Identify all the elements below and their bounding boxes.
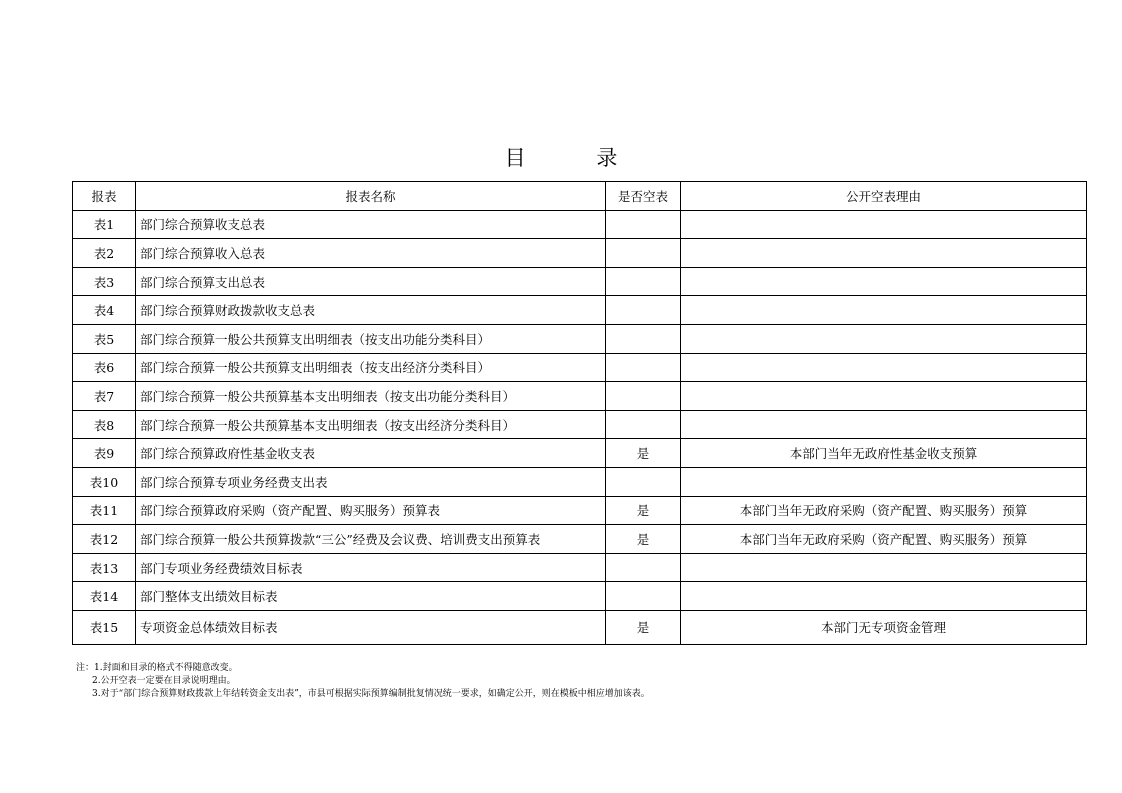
- report-number: 表15: [73, 610, 136, 644]
- is-empty-flag: [606, 467, 681, 496]
- is-empty-flag: [606, 382, 681, 411]
- empty-reason: [681, 467, 1087, 496]
- report-name: 部门综合预算一般公共预算拨款“三公”经费及会议费、培训费支出预算表: [136, 525, 606, 554]
- table-row: [73, 382, 1087, 411]
- report-name: 部门综合预算一般公共预算基本支出明细表（按支出功能分类科目）: [136, 382, 606, 411]
- table-row: [73, 496, 1087, 525]
- empty-reason: [681, 210, 1087, 239]
- empty-reason: [681, 553, 1087, 582]
- report-name: 部门综合预算政府性基金收支表: [136, 439, 606, 468]
- report-name: 部门综合预算支出总表: [136, 267, 606, 296]
- report-number: 表6: [73, 353, 136, 382]
- report-name: 部门专项业务经费绩效目标表: [136, 553, 606, 582]
- table-row: [73, 467, 1087, 496]
- report-number: 表9: [73, 439, 136, 468]
- report-number: 表4: [73, 296, 136, 325]
- report-number: 表2: [73, 239, 136, 268]
- table-row: [73, 267, 1087, 296]
- report-number: 表14: [73, 582, 136, 611]
- is-empty-flag: [606, 410, 681, 439]
- directory-table: [72, 181, 1087, 645]
- report-name: 专项资金总体绩效目标表: [136, 610, 606, 644]
- table-row: [73, 353, 1087, 382]
- table-body: [73, 210, 1087, 644]
- report-number: 表5: [73, 324, 136, 353]
- empty-reason: [681, 267, 1087, 296]
- is-empty-flag: 是: [606, 496, 681, 525]
- page-title: 目 录: [504, 146, 650, 170]
- header-report: 报表: [73, 182, 136, 211]
- table-row: [73, 582, 1087, 611]
- is-empty-flag: [606, 239, 681, 268]
- empty-reason: [681, 239, 1087, 268]
- report-name: 部门综合预算财政拨款收支总表: [136, 296, 606, 325]
- is-empty-flag: [606, 324, 681, 353]
- report-name: 部门整体支出绩效目标表: [136, 582, 606, 611]
- is-empty-flag: 是: [606, 525, 681, 554]
- empty-reason: [681, 582, 1087, 611]
- is-empty-flag: [606, 582, 681, 611]
- empty-reason: [681, 353, 1087, 382]
- report-name: 部门综合预算一般公共预算支出明细表（按支出功能分类科目）: [136, 324, 606, 353]
- empty-reason: 本部门当年无政府采购（资产配置、购买服务）预算: [681, 496, 1087, 525]
- report-name: 部门综合预算政府采购（资产配置、购买服务）预算表: [136, 496, 606, 525]
- table-header-row: [73, 182, 1087, 211]
- table-row: [73, 324, 1087, 353]
- header-reason: 公开空表理由: [681, 182, 1087, 211]
- report-name: 部门综合预算收入总表: [136, 239, 606, 268]
- footnote-3: 3.对于“部门综合预算财政拨款上年结转资金支出表”，市县可根据实际预算编制批复情况统一要求，如确定公开，则在模板中相应增加该表。: [92, 689, 650, 699]
- is-empty-flag: 是: [606, 610, 681, 644]
- is-empty-flag: [606, 296, 681, 325]
- header-report-name: 报表名称: [136, 182, 606, 211]
- report-number: 表10: [73, 467, 136, 496]
- report-name: 部门综合预算一般公共预算基本支出明细表（按支出经济分类科目）: [136, 410, 606, 439]
- is-empty-flag: [606, 210, 681, 239]
- footnotes: [76, 662, 650, 701]
- is-empty-flag: [606, 267, 681, 296]
- report-number: 表3: [73, 267, 136, 296]
- empty-reason: [681, 324, 1087, 353]
- empty-reason: 本部门当年无政府采购（资产配置、购买服务）预算: [681, 525, 1087, 554]
- is-empty-flag: [606, 353, 681, 382]
- empty-reason: [681, 410, 1087, 439]
- report-number: 表11: [73, 496, 136, 525]
- report-name: 部门综合预算一般公共预算支出明细表（按支出经济分类科目）: [136, 353, 606, 382]
- empty-reason: 本部门无专项资金管理: [681, 610, 1087, 644]
- table-row: [73, 410, 1087, 439]
- report-number: 表8: [73, 410, 136, 439]
- table-row: [73, 610, 1087, 644]
- report-number: 表12: [73, 525, 136, 554]
- table-row: [73, 296, 1087, 325]
- empty-reason: [681, 296, 1087, 325]
- report-name: 部门综合预算专项业务经费支出表: [136, 467, 606, 496]
- report-name: 部门综合预算收支总表: [136, 210, 606, 239]
- table-row: [73, 439, 1087, 468]
- table-row: [73, 239, 1087, 268]
- report-number: 表1: [73, 210, 136, 239]
- table-row: [73, 525, 1087, 554]
- is-empty-flag: [606, 553, 681, 582]
- empty-reason: [681, 382, 1087, 411]
- empty-reason: 本部门当年无政府性基金收支预算: [681, 439, 1087, 468]
- report-number: 表7: [73, 382, 136, 411]
- table-row: [73, 553, 1087, 582]
- table-row: [73, 210, 1087, 239]
- header-is-empty: 是否空表: [606, 182, 681, 211]
- footnote-2: 2.公开空表一定要在目录说明理由。: [92, 676, 236, 686]
- footnote-1: 注：1.封面和目录的格式不得随意改变。: [76, 663, 238, 673]
- report-number: 表13: [73, 553, 136, 582]
- is-empty-flag: 是: [606, 439, 681, 468]
